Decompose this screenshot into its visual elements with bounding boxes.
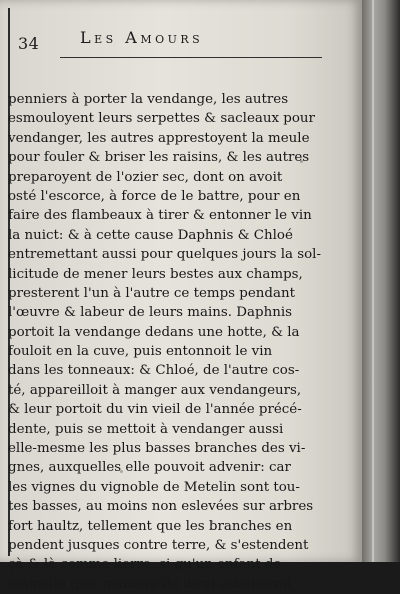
text-line: tes basses, au moins non eslevées sur arbres xyxy=(8,499,314,515)
text-line: osté l'escorce, à force de le battre, pour en xyxy=(8,188,301,204)
text-line: les vignes du vignoble de Metelin sont tou- xyxy=(8,479,300,495)
text-line: la nuict: & à cette cause Daphnis & Chloé xyxy=(8,227,293,243)
text-line: pour fouler & briser les raisins, & les autres xyxy=(8,150,310,166)
text-line: çà & là comme lierre, si qu'un enfant de xyxy=(8,557,282,573)
text-line: dans les tonneaux: & Chloé, de l'autre cos- xyxy=(8,363,300,379)
text-line: preparoyent de l'ozier sec, dont on avoit xyxy=(8,169,283,185)
text-line: portoit la vendange dedans une hotte, & la xyxy=(8,324,300,340)
text-line: elle-mesme les plus basses branches des vi- xyxy=(8,441,306,457)
running-title: Les Amours xyxy=(80,28,204,47)
text-line: gnes, auxquelles elle pouvoit advenir: car xyxy=(8,460,291,476)
text-line: l'œuvre & labeur de leurs mains. Daphnis xyxy=(8,305,292,321)
body-text xyxy=(8,90,330,594)
text-line: entremettant aussi pour quelques jours la sol- xyxy=(8,247,321,263)
gutter-edge xyxy=(372,0,374,562)
book-gutter xyxy=(362,0,400,562)
text-line: fort haultz, tellement que les branches en xyxy=(8,518,293,534)
text-line: vendanger, les autres apprestoyent la meule xyxy=(8,130,310,146)
text-line: té, appareilloit à manger aux vendangeurs, xyxy=(8,382,302,398)
text-line: licitude de mener leurs bestes aux champs, xyxy=(8,266,303,282)
text-line: dente, puis se mettoit à vendanger aussi xyxy=(8,421,284,437)
page-number: 34 xyxy=(18,34,40,53)
text-line: presterent l'un à l'autre ce temps pendant xyxy=(8,285,295,301)
text-line: mamelle (par maniere de dire) attaindroit xyxy=(8,576,293,592)
text-line: & leur portoit du vin vieil de l'année précé- xyxy=(8,402,302,418)
paper-speckle xyxy=(120,470,123,473)
page-header xyxy=(10,26,350,58)
header-rule xyxy=(60,57,322,58)
text-line: esmouloyent leurs serpettes & sacleaux pour xyxy=(8,111,315,127)
paper-speckle xyxy=(210,520,213,523)
paper-speckle xyxy=(300,160,303,163)
text-line: pendent jusques contre terre, & s'estendent xyxy=(8,537,309,553)
text-line: penniers à porter la vendange, les autres xyxy=(8,92,289,107)
text-line: faire des flambeaux à tirer & entonner le vin xyxy=(8,208,312,224)
text-line: fouloit en la cuve, puis entonnoit le vin xyxy=(8,344,273,360)
